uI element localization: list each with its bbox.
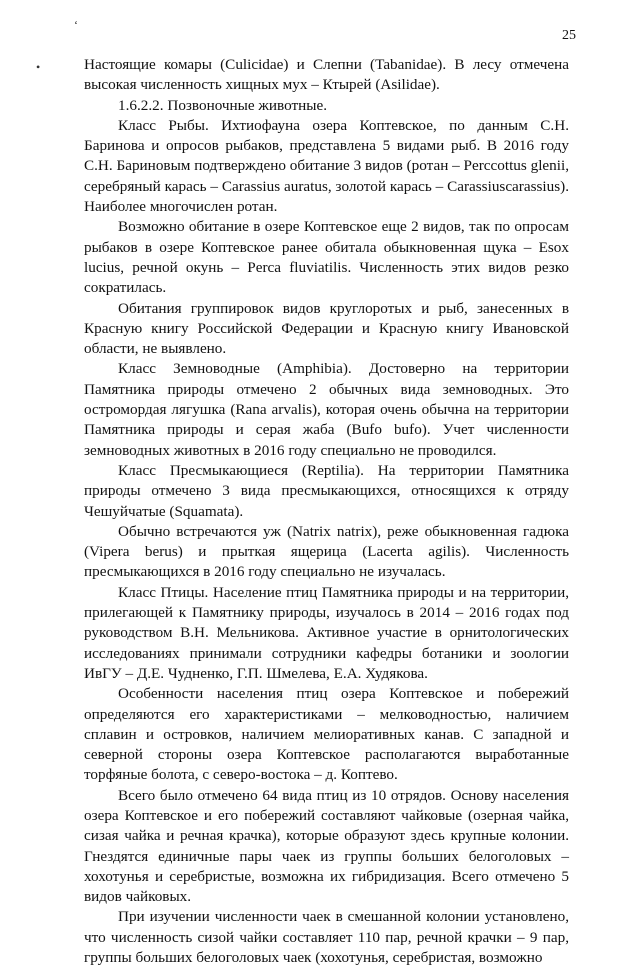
paragraph: Обычно встречаются уж (Natrix natrix), реже обыкновенная гадюка (Vipera berus) и прыткая ящерица (Lacerta agilis). Численность пресмыкающихся в 2016 году специально не изучалась. bbox=[84, 522, 569, 581]
document-body bbox=[84, 55, 569, 968]
paragraph: Класс Земноводные (Amphibia). Достоверно на территории Памятника природы отмечено 2 обычных вида земноводных. Это остромордая лягушка (Rana arvalis), которая очень обычна на территории Памятника природы и серая жаба (Bufo bufo). Учет численности земноводных животных в 2016 году специально не проводился. bbox=[84, 360, 569, 459]
section-heading: 1.6.2.2. Позвоночные животные. bbox=[118, 96, 328, 114]
scan-dot: • bbox=[36, 60, 41, 74]
paragraph: Класс Пресмыкающиеся (Reptilia). На территории Памятника природы отмечено 3 вида пресмыкающихся, относящихся к отряду Чешуйчатые (Squamata). bbox=[84, 461, 569, 520]
paragraph: Класс Рыбы. Ихтиофауна озера Коптевское, по данным С.Н. Баринова и опросов рыбаков, представлена 5 видами рыб. В 2016 году С.Н. Бариновым подтверждено обитание 3 видов (ротан – Perccottus glenii, серебряный карась – Carassius auratus, золотой карась – Carassiuscarassius). Наиболее многочислен ротан. bbox=[84, 116, 569, 216]
paragraph: Обитания группировок видов круглоротых и рыб, занесенных в Красную книгу Российской Федерации и Красную книгу Ивановской области, не выявлено. bbox=[84, 299, 569, 358]
paragraph: Настоящие комары (Culicidae) и Слепни (Tabanidae). В лесу отмечена высокая численность хищных мух – Ктырей (Asilidae). bbox=[84, 56, 569, 94]
paragraph: При изучении численности чаек в смешанной колонии установлено, что численность сизой чайки составляет 110 пар, речной крачки – 9 пар, группы больших белоголовых чаек (хохотунья, серебристая, возможно bbox=[84, 908, 569, 967]
paragraph: Особенности населения птиц озера Коптевское и побережий определяются его характеристиками – мелководностью, наличием сплавин и островков, наличием мелиоративных канав. С западной и северной стороны озера Коптевское располагаются выработанные торфяные болота, с северо-востока – д. Коптево. bbox=[84, 685, 569, 784]
page-number: 25 bbox=[562, 28, 576, 43]
paragraph: Возможно обитание в озере Коптевское еще 2 видов, так по опросам рыбаков в озере Коптевское ранее обитала обыкновенная щука – Esox lucius, речной окунь – Perca fluviatilis. Численность этих видов резко сократилась. bbox=[84, 218, 569, 297]
scan-mark: ‘ bbox=[74, 18, 78, 32]
paragraph: Класс Птицы. Население птиц Памятника природы и на территории, прилегающей к Памятнику природы, изучалось в 2014 – 2016 годах под руководством В.Н. Мельникова. Активное участие в орнитологических исследованиях принимали сотрудники кафедры ботаники и зоологии ИвГУ – Д.Е. Чудненко, Г.П. Шмелева, Е.А. Худякова. bbox=[84, 583, 569, 682]
paragraph: Всего было отмечено 64 вида птиц из 10 отрядов. Основу населения озера Коптевское и его побережий составляют чайковые (озерная чайка, сизая чайка и речная крачка), которые образуют здесь крупные колонии. Гнездятся единичные пары чаек из группы больших белоголовых – хохотунья и серебристые, возможна их гибридизация. Всего отмечено 5 видов чайковых. bbox=[84, 786, 569, 906]
